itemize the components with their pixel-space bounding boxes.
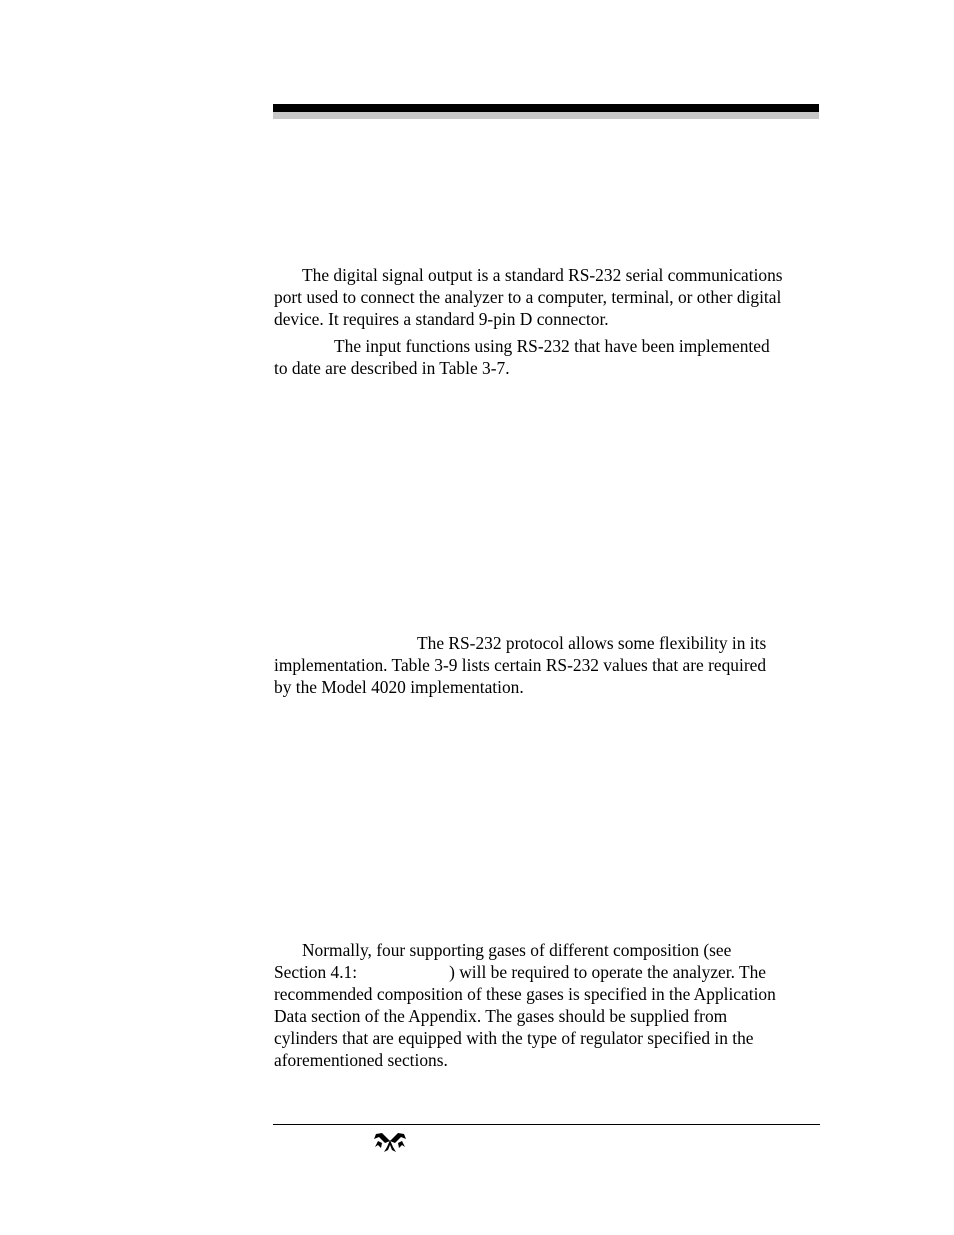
footer-rule: [273, 1124, 820, 1125]
header-rule-shadow: [273, 112, 819, 119]
paragraph-protocol: [274, 632, 822, 698]
text-line: cylinders that are equipped with the type of regulator specified in the: [274, 1028, 754, 1048]
paragraph-input-functions: [274, 335, 822, 379]
teledyne-logo-icon: [372, 1131, 408, 1153]
text-line: by the Model 4020 implementation.: [274, 677, 524, 697]
text-line: Data section of the Appendix. The gases should be supplied from: [274, 1006, 728, 1026]
header-rule: [273, 104, 819, 112]
text-line: The RS-232 protocol allows some flexibility in its: [417, 633, 767, 653]
text-line: port used to connect the analyzer to a computer, terminal, or other digital: [274, 287, 782, 307]
text-line: recommended composition of these gases is specified in the Application: [274, 984, 776, 1004]
text-line: device. It requires a standard 9-pin D connector.: [274, 309, 609, 329]
text-line-continuation: ) will be required to operate the analyzer. The: [449, 962, 767, 982]
text-line: Normally, four supporting gases of different composition (see: [302, 940, 732, 960]
text-line: aforementioned sections.: [274, 1050, 448, 1070]
text-line: The digital signal output is a standard RS-232 serial communications: [302, 265, 783, 285]
section-reference: Section 4.1:: [274, 962, 358, 982]
text-line: [274, 961, 822, 983]
text-line: implementation. Table 3-9 lists certain RS-232 values that are required: [274, 655, 767, 675]
text-line: to date are described in Table 3-7.: [274, 358, 510, 378]
text-line: The input functions using RS-232 that have been implemented: [334, 336, 770, 356]
paragraph-supporting-gases: [274, 939, 822, 1071]
paragraph-rs232-intro: [274, 264, 822, 330]
